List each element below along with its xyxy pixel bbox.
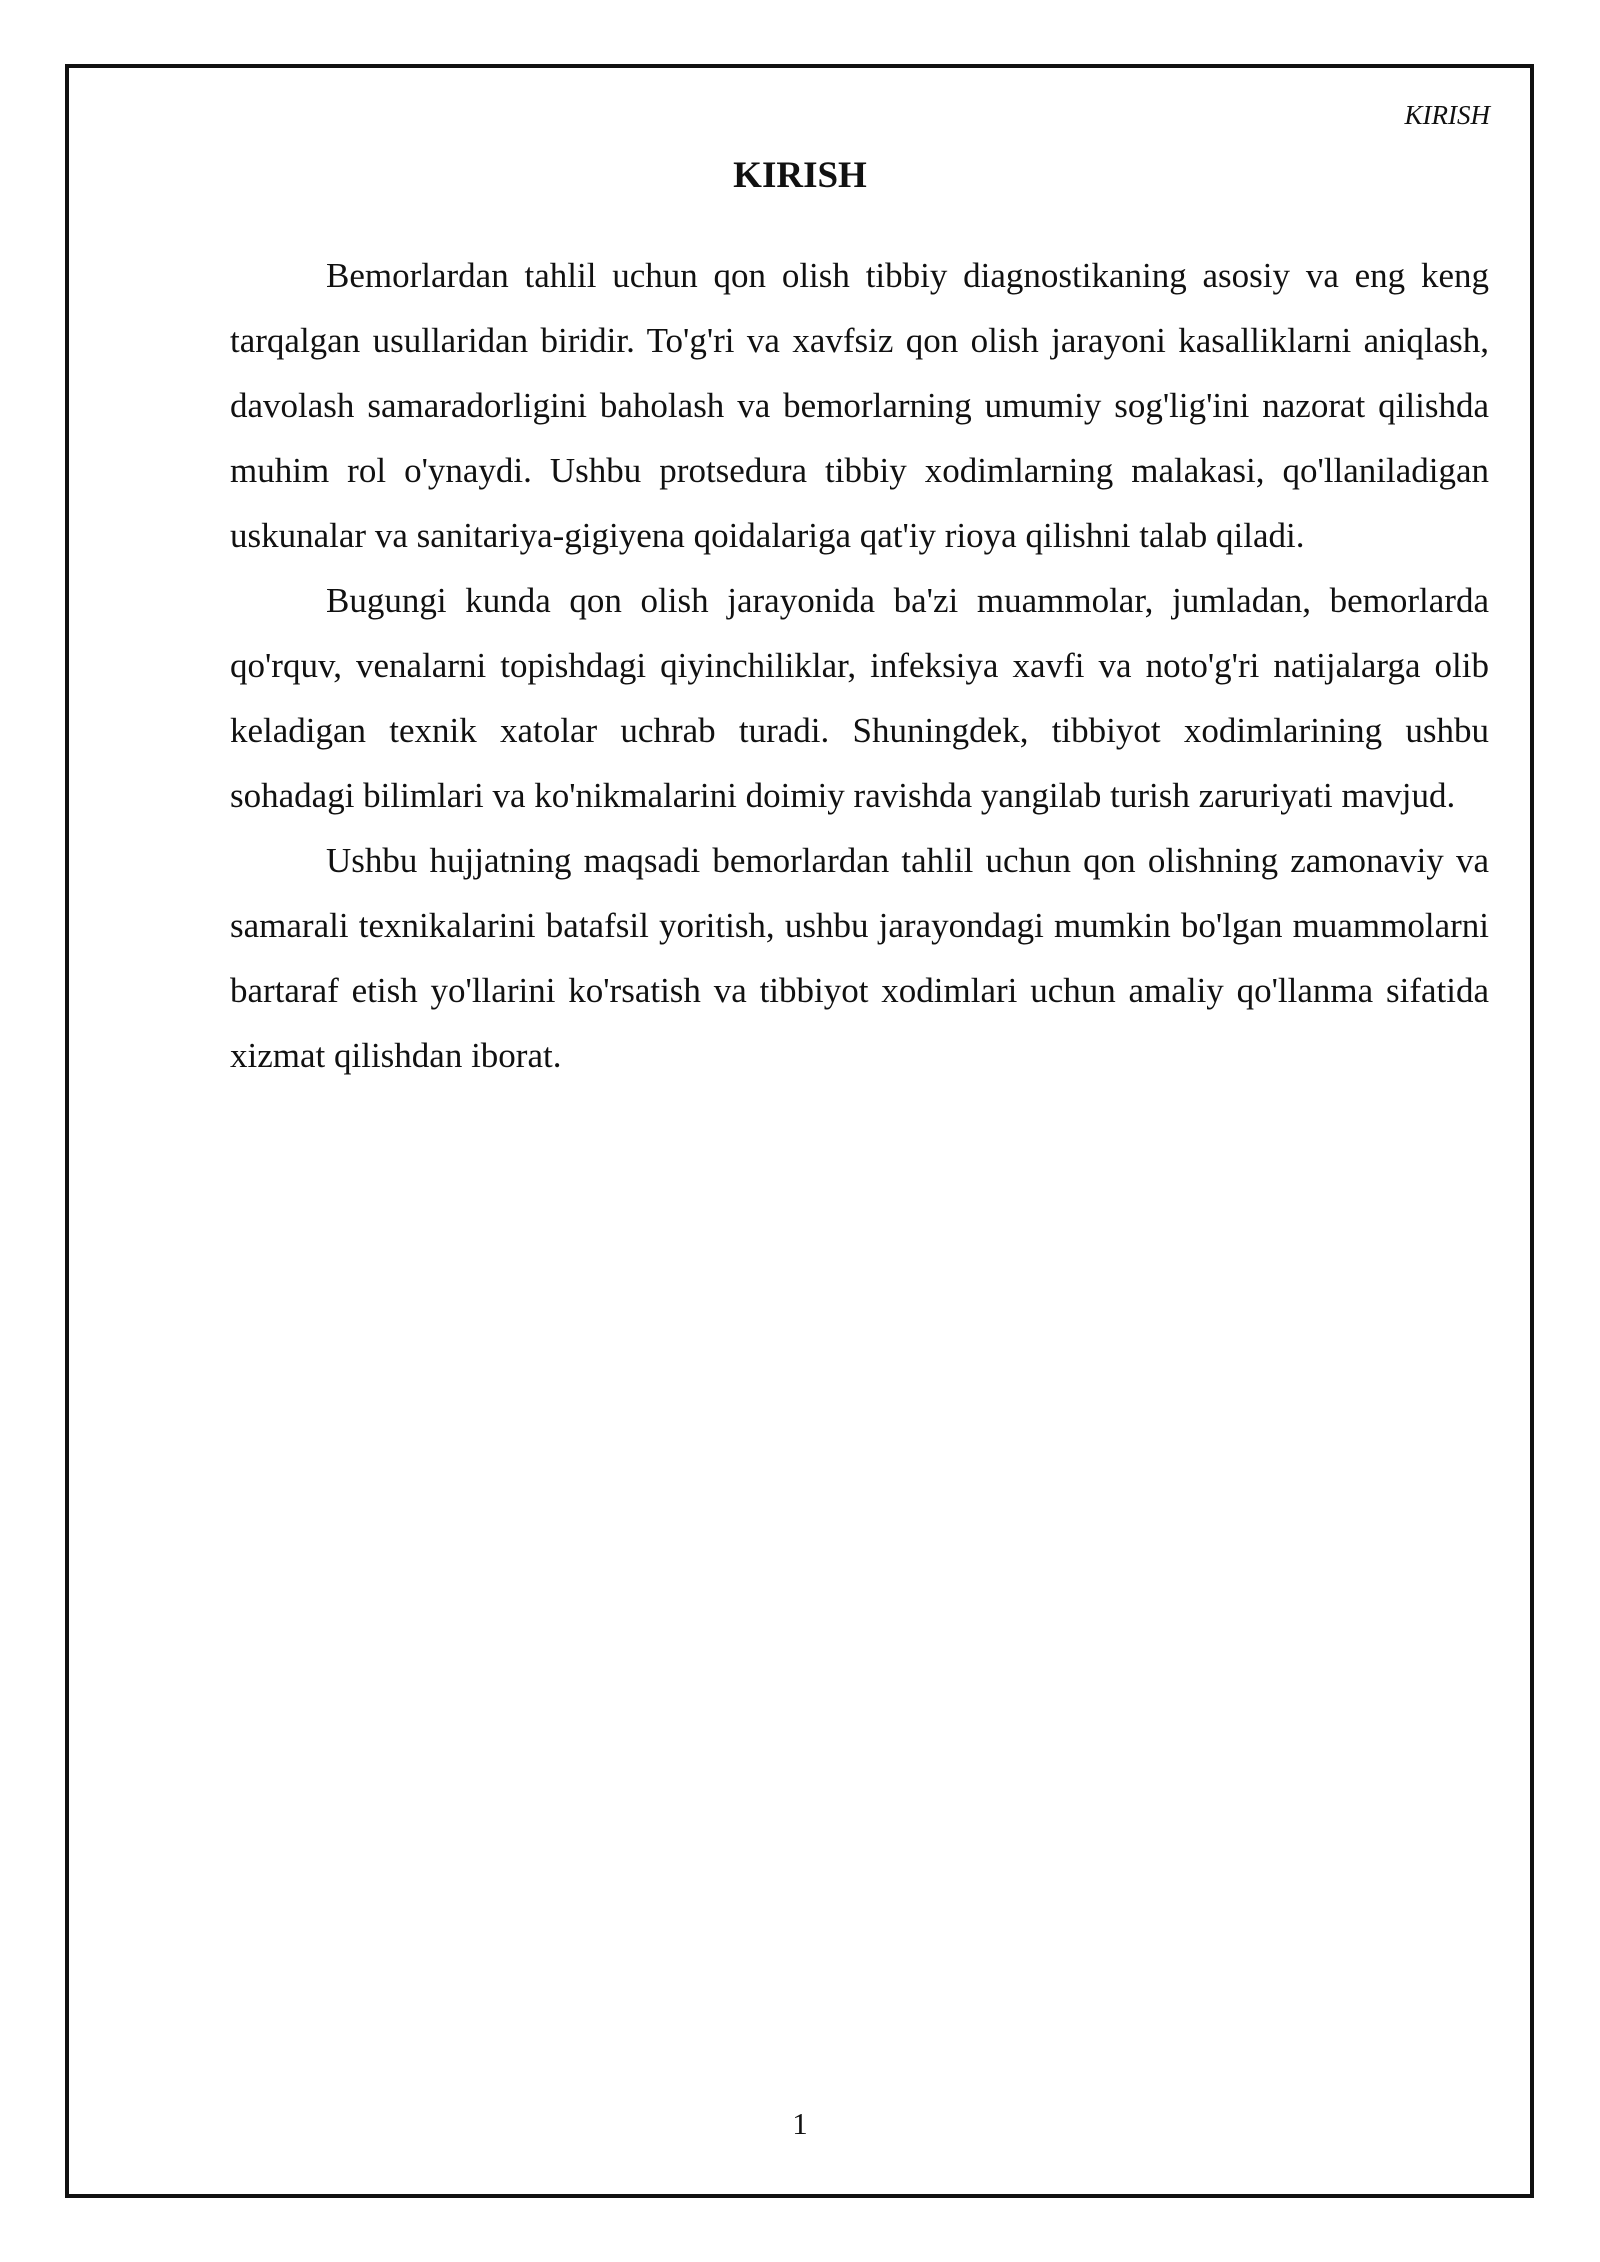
paragraph-2: Bugungi kunda qon olish jarayonida ba'zi muammolar, jumladan, bemorlarda qo'rquv, venalarni topishdagi qiyinchiliklar, infeksiya xavfi va noto'g'ri natijalarga olib keladigan texnik xatolar uchrab turadi. Shuningdek, tibbiyot xodimlarining ushbu sohadagi bilimlari va ko'nikmalarini doimiy ravishda yangilab turish zaruriyati mavjud. <box>230 581 1489 815</box>
body-text <box>230 243 1489 1088</box>
paragraph-1: Bemorlardan tahlil uchun qon olish tibbiy diagnostikaning asosiy va eng keng tarqalgan usullaridan biridir. To'g'ri va xavfsiz qon olish jarayoni kasalliklarni aniqlash, davolash samaradorligini baholash va bemorlarning umumiy sog'lig'ini nazorat qilishda muhim rol o'ynaydi. Ushbu protsedura tibbiy xodimlarning malakasi, qo'llaniladigan uskunalar va sanitariya-gigiyena qoidalariga qat'iy rioya qilishni talab qiladi. <box>230 256 1489 555</box>
page-title: KIRISH <box>733 155 867 196</box>
page-number: 1 <box>792 2106 808 2141</box>
paragraph-3: Ushbu hujjatning maqsadi bemorlardan tahlil uchun qon olishning zamonaviy va samarali texnikalarini batafsil yoritish, ushbu jarayondagi mumkin bo'lgan muammolarni bartaraf etish yo'llarini ko'rsatish va tibbiyot xodimlari uchun amaliy qo'llanma sifatida xizmat qilishdan iborat. <box>230 841 1489 1075</box>
running-header: KIRISH <box>1404 100 1490 130</box>
